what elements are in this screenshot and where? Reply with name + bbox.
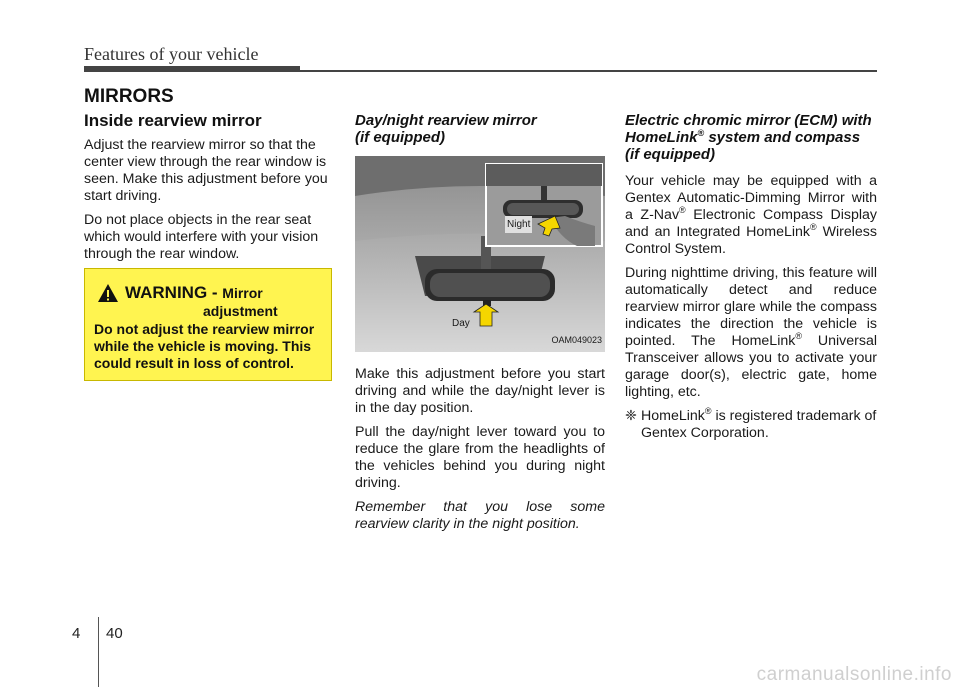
- warning-header: [97, 283, 278, 320]
- warning-triangle-icon: [97, 283, 119, 303]
- note-symbol: ❈: [625, 408, 637, 424]
- heading-inside-mirror: Inside rearview mirror: [84, 111, 262, 130]
- mirror-illustration: [355, 156, 605, 352]
- registered-mark: ®: [704, 406, 712, 416]
- text: During nighttime driving, this feature will automatically detect and reduce rearview mirror glare while the compass indicates the direction the vehicle is pointed. The HomeLink: [625, 265, 877, 349]
- column-ecm-mirror: [625, 112, 877, 442]
- mirror-photo: [355, 156, 605, 352]
- header-rule: [300, 70, 877, 72]
- page-number: 40: [106, 625, 123, 642]
- warning-topic: Mirror: [222, 285, 263, 301]
- registered-mark: ®: [679, 205, 686, 215]
- paragraph: Make this adjustment before you start driving and while the day/night lever is in the day position.: [355, 366, 605, 416]
- text: Universal Transceiver allows you to activate your garage door(s), electric gate, home lighting, etc.: [625, 333, 878, 400]
- heading-ecm-mirror: [625, 112, 877, 163]
- warning-topic-line2: adjustment: [203, 303, 278, 319]
- page-divider: [98, 617, 99, 687]
- watermark: carmanualsonline.info: [756, 664, 952, 685]
- registered-mark: ®: [810, 222, 817, 232]
- paragraph: Adjust the rearview mirror so that the center view through the rear window is seen. Make this adjustment before you start driving.: [84, 137, 328, 204]
- heading-line: (if equipped): [355, 129, 445, 146]
- note-text: [641, 408, 877, 442]
- text: Wireless Control System.: [625, 224, 877, 257]
- section-title: MIRRORS: [84, 86, 174, 107]
- night-label: Night: [505, 216, 532, 233]
- day-label: Day: [452, 318, 470, 329]
- photo-code: OAM049023: [551, 335, 602, 345]
- warning-text: Do not adjust the rearview mirror while the vehicle is moving. This could result in loss of control.: [94, 321, 315, 371]
- paragraph: Do not place objects in the rear seat which would interfere with your vision through the rear window.: [84, 212, 319, 262]
- registered-mark: ®: [795, 331, 802, 341]
- heading-day-night-mirror: [355, 112, 605, 146]
- paragraph: Remember that you lose some rearview clarity in the night position.: [355, 499, 605, 532]
- paragraph: [625, 265, 877, 401]
- text: Your vehicle may be equipped with a Gentex Automatic-Dimming Mirror with a Z-Nav: [625, 173, 877, 223]
- trademark-note: [625, 408, 877, 442]
- text: Electronic Compass Display and an Integrated HomeLink: [625, 207, 878, 240]
- warning-label: WARNING -: [125, 283, 223, 302]
- heading-line: Day/night rearview mirror: [355, 112, 537, 129]
- chapter-number: 4: [72, 625, 81, 642]
- text: is registered trademark of Gentex Corporation.: [641, 408, 877, 441]
- header-bar: [84, 66, 300, 72]
- registered-mark: ®: [697, 128, 705, 138]
- text: HomeLink: [641, 408, 705, 424]
- column-inside-mirror: [84, 112, 334, 270]
- header-title: Features of your vehicle: [84, 44, 259, 64]
- heading-text: system and compass (if equipped): [625, 129, 861, 163]
- paragraph: Pull the day/night lever toward you to reduce the glare from the headlights of the vehicles behind you during night driving.: [355, 424, 605, 491]
- heading-text: Electric chromic mirror (ECM) with HomeLink: [625, 112, 872, 146]
- warning-box: [84, 268, 332, 381]
- column-day-night-mirror: [355, 112, 605, 540]
- paragraph: [625, 173, 877, 258]
